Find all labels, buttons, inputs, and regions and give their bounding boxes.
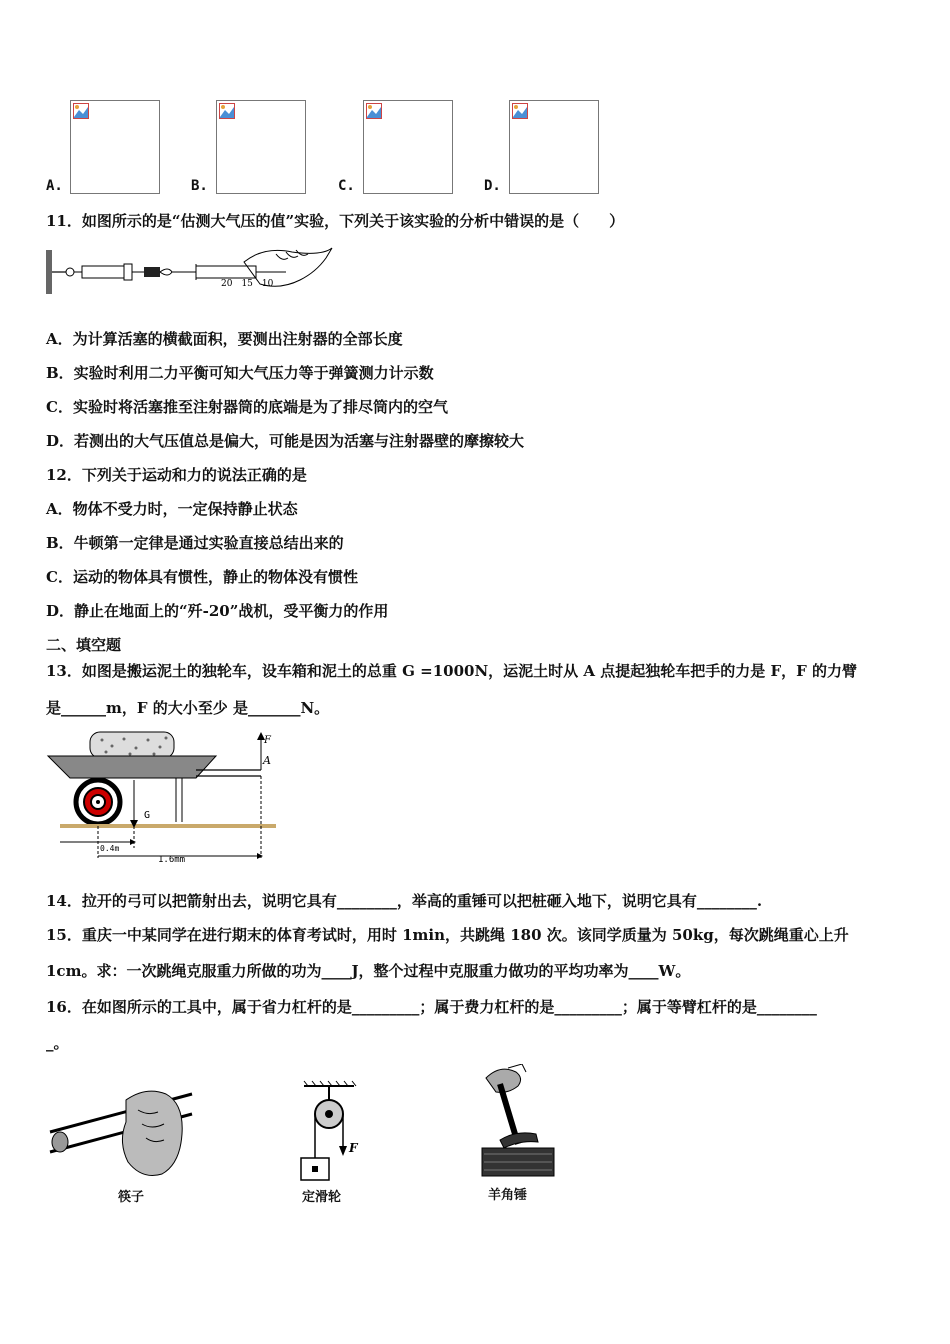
q12-option-d: D．静止在地面上的“歼-20”战机，受平衡力的作用 <box>46 602 389 620</box>
q16-line1: 16．在如图所示的工具中，属于省力杠杆的是_________；属于费力杠杆的是_________；属于等臂杠杆的是________ <box>46 998 817 1016</box>
gravity-label: G <box>144 810 151 821</box>
option-a-label: A. <box>46 178 63 194</box>
option-b-label: B. <box>191 178 208 194</box>
option-c-image <box>363 100 453 194</box>
hammer-caption: 羊角锤 <box>488 1188 528 1203</box>
q16-line2: _。 <box>46 1034 69 1052</box>
q15-line1: 15．重庆一中某同学在进行期末的体育考试时，用时 1min，共跳绳 180 次。该同学质量为 50kg，每次跳绳重心上升 <box>46 926 849 944</box>
force-label: F <box>264 735 271 746</box>
q12-option-c: C．运动的物体具有惯性，静止的物体没有惯性 <box>46 568 358 586</box>
q12-option-b: B．牛顿第一定律是通过实验直接总结出来的 <box>46 534 344 552</box>
option-b-image <box>216 100 306 194</box>
q12-option-a: A．物体不受力时，一定保持静止状态 <box>46 500 298 518</box>
point-a-label: A <box>263 754 271 767</box>
pulley-caption: 定滑轮 <box>302 1190 342 1205</box>
option-d-image <box>509 100 599 194</box>
chopsticks-figure <box>46 1080 196 1180</box>
broken-image-icon <box>366 103 382 119</box>
broken-image-icon <box>73 103 89 119</box>
fixed-pulley-figure <box>296 1080 366 1184</box>
q11-option-c: C．实验时将活塞推至注射器筒的底端是为了排尽筒内的空气 <box>46 398 448 416</box>
broken-image-icon <box>219 103 235 119</box>
broken-image-icon <box>512 103 528 119</box>
q12-stem: 12．下列关于运动和力的说法正确的是 <box>46 466 307 484</box>
q11-option-d: D．若测出的大气压值总是偏大，可能是因为活塞与注射器壁的摩擦较大 <box>46 432 525 450</box>
q11-option-a: A．为计算活塞的横截面积，要测出注射器的全部长度 <box>46 330 403 348</box>
syringe-figure <box>46 244 336 300</box>
q13-line1: 13．如图是搬运泥土的独轮车，设车箱和泥土的总重 G =1000N，运泥土时从 A 点提起独轮车把手的力是 F，F 的力臂 <box>46 662 857 680</box>
distance-long-label: 1.6mm <box>158 855 186 865</box>
option-c-label: C. <box>338 178 355 194</box>
q11-stem: 11．如图所示的是“估测大气压的值”实验，下列关于该实验的分析中错误的是（ ） <box>46 212 625 230</box>
wheelbarrow-figure <box>46 730 286 865</box>
section-title: 二、填空题 <box>46 636 122 654</box>
chopsticks-caption: 筷子 <box>118 1190 145 1205</box>
q11-option-b: B．实验时利用二力平衡可知大气压力等于弹簧测力计示数 <box>46 364 434 382</box>
pulley-force-label: F <box>349 1141 358 1155</box>
q13-line2: 是______m，F 的大小至少 是_______N。 <box>46 699 330 717</box>
option-a-image <box>70 100 160 194</box>
option-d-label: D. <box>484 178 501 194</box>
syringe-scale-labels: 20 15 10 <box>221 279 274 289</box>
q15-line2: 1cm。求：一次跳绳克服重力所做的功为____J，整个过程中克服重力做功的平均功率为____W。 <box>46 962 691 980</box>
claw-hammer-figure <box>478 1064 558 1180</box>
distance-short-label: 0.4m <box>100 844 120 853</box>
q14-stem: 14．拉开的弓可以把箭射出去，说明它具有________，举高的重锤可以把桩砸入地下，说明它具有________. <box>46 892 763 910</box>
